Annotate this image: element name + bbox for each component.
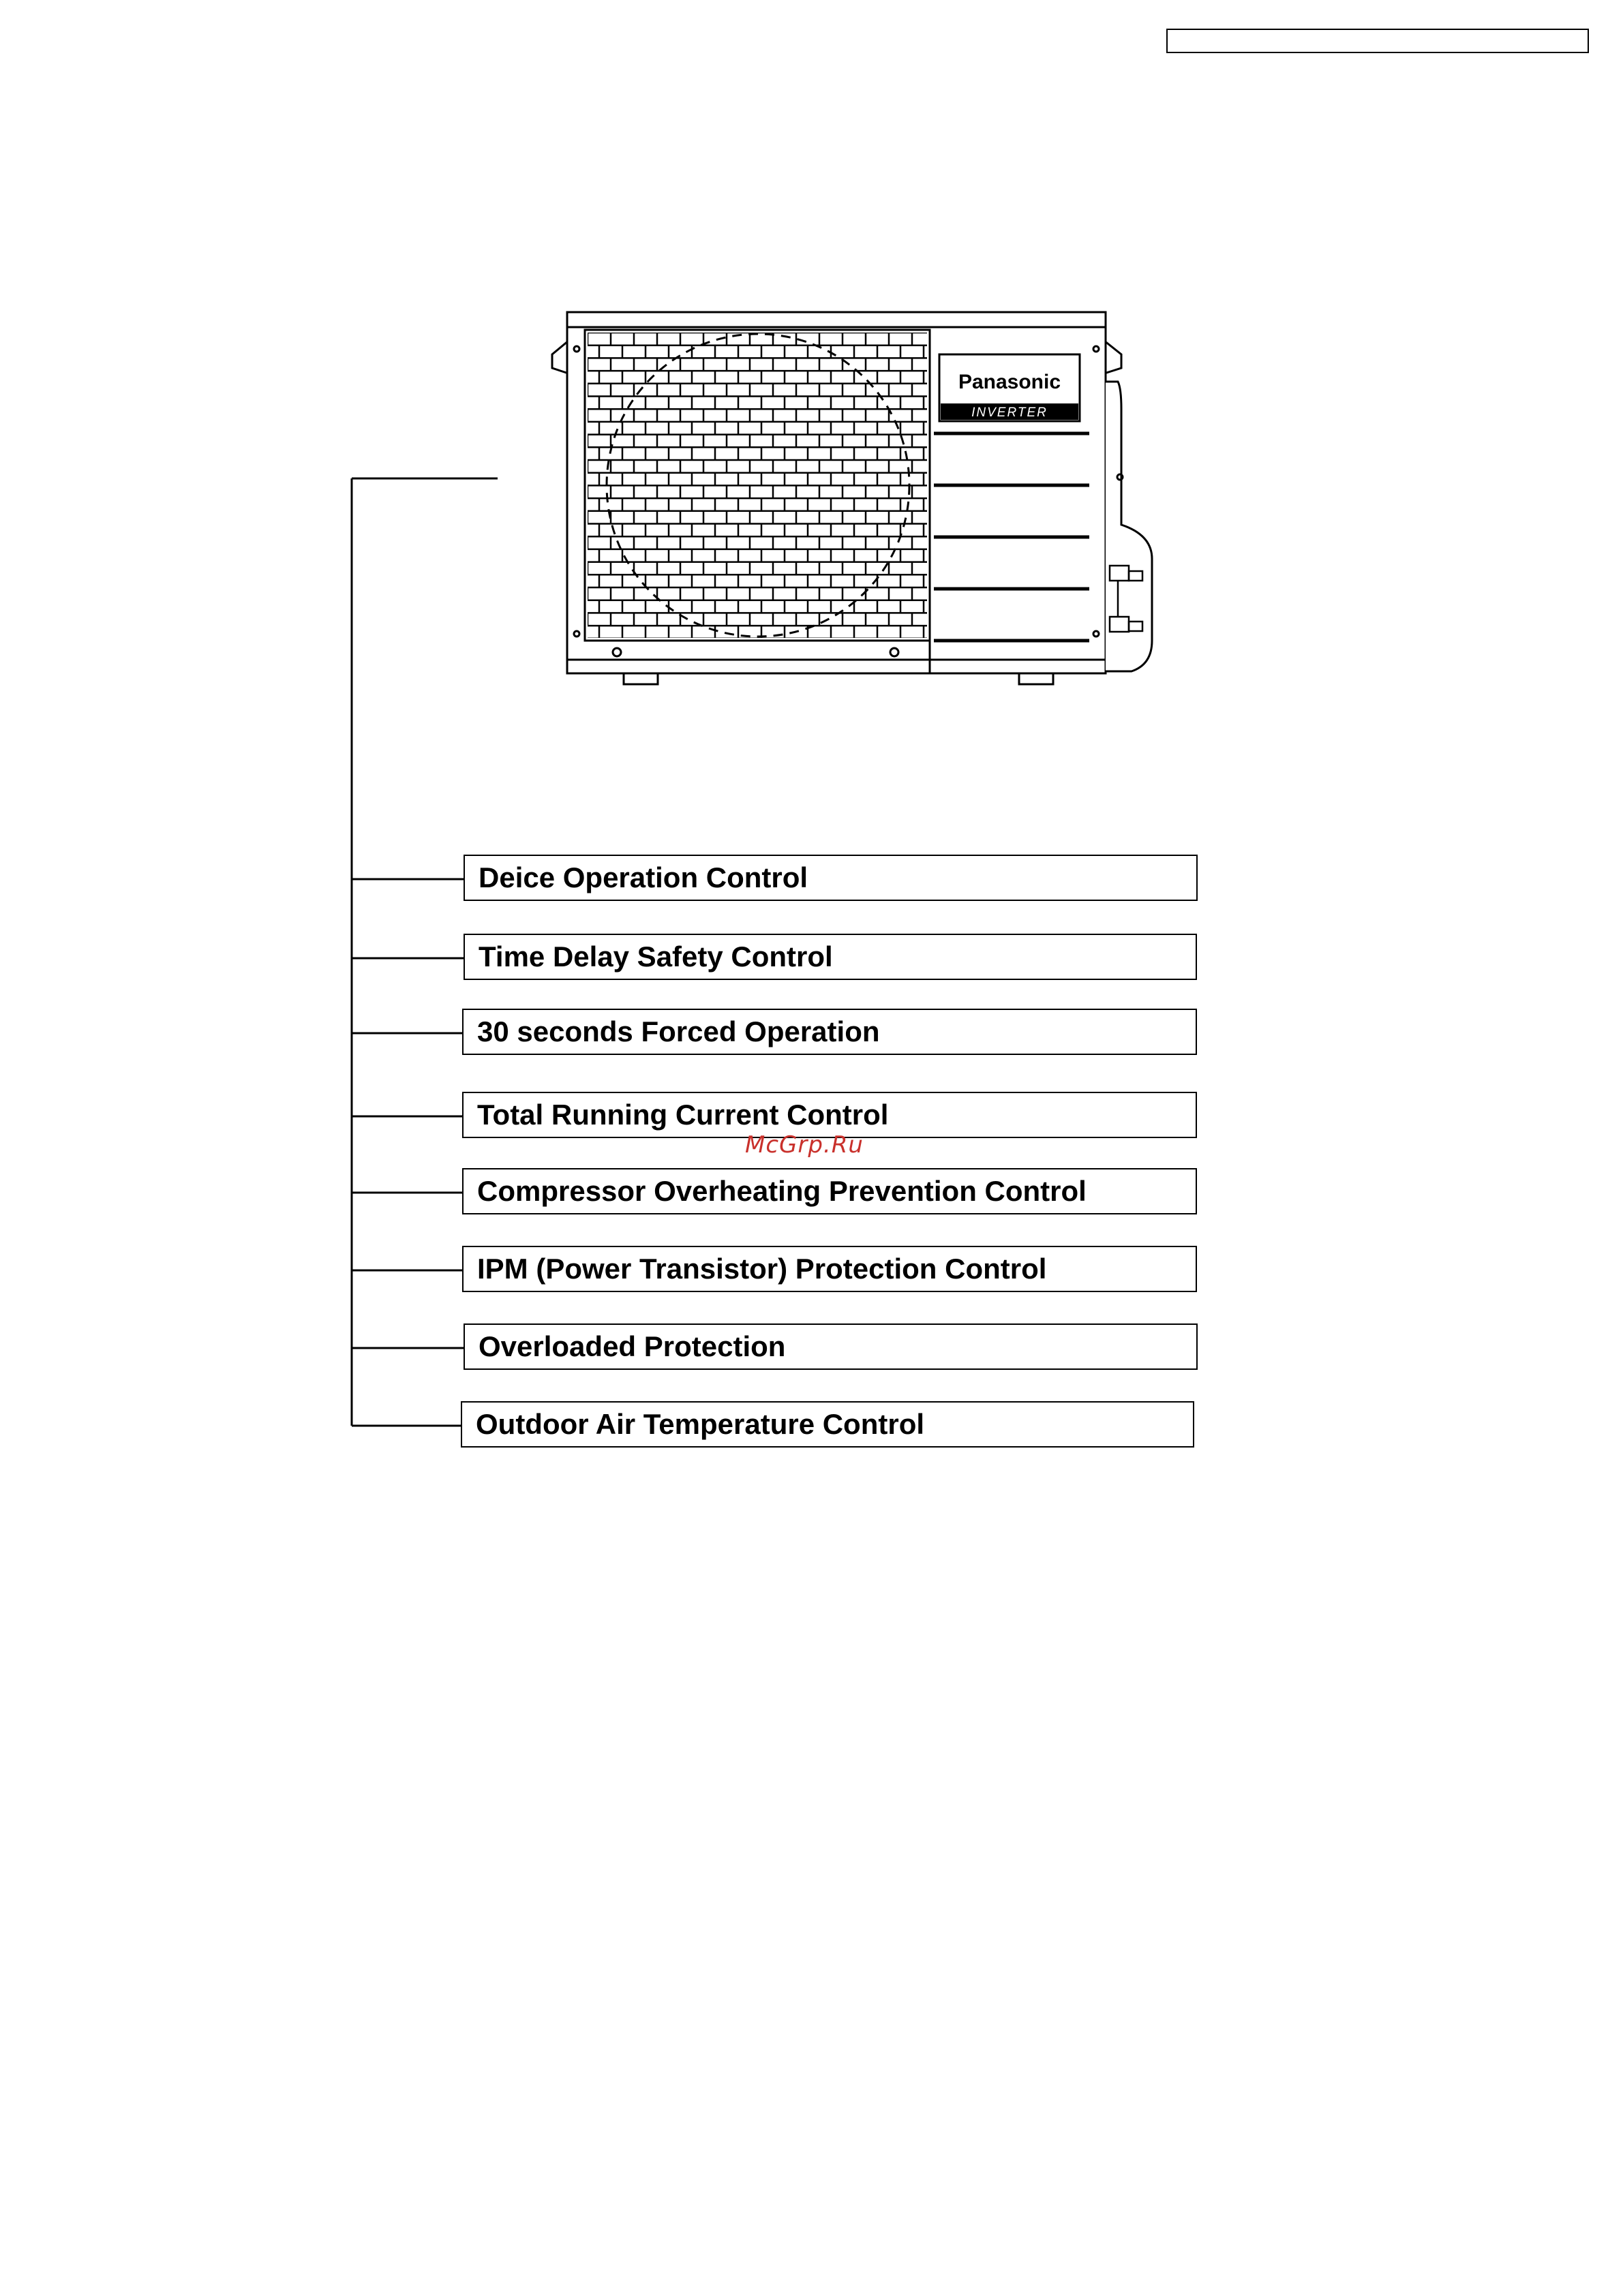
brand-logo: Panasonic: [958, 371, 1061, 393]
outdoor-unit-illustration: [552, 312, 1152, 684]
control-label-box: Compressor Overheating Prevention Control: [462, 1168, 1197, 1214]
control-label-box: Total Running Current Control: [462, 1092, 1197, 1138]
foot-right: [1019, 673, 1053, 684]
control-label-box: IPM (Power Transistor) Protection Control: [462, 1246, 1197, 1292]
inverter-badge-text: INVERTER: [971, 405, 1048, 420]
unit-base: [567, 660, 1106, 673]
control-label-box: Deice Operation Control: [464, 855, 1198, 901]
control-label-box: Time Delay Safety Control: [464, 934, 1197, 980]
right-bracket-icon: [1104, 341, 1121, 373]
foot-left: [624, 673, 658, 684]
control-label-box: 30 seconds Forced Operation: [462, 1009, 1197, 1055]
unit-top-lid: [567, 312, 1106, 327]
control-label-box: Overloaded Protection: [464, 1323, 1198, 1370]
watermark-text: McGrp.Ru: [745, 1131, 864, 1159]
left-bracket-icon: [552, 341, 568, 373]
control-label-box: Outdoor Air Temperature Control: [461, 1401, 1194, 1448]
